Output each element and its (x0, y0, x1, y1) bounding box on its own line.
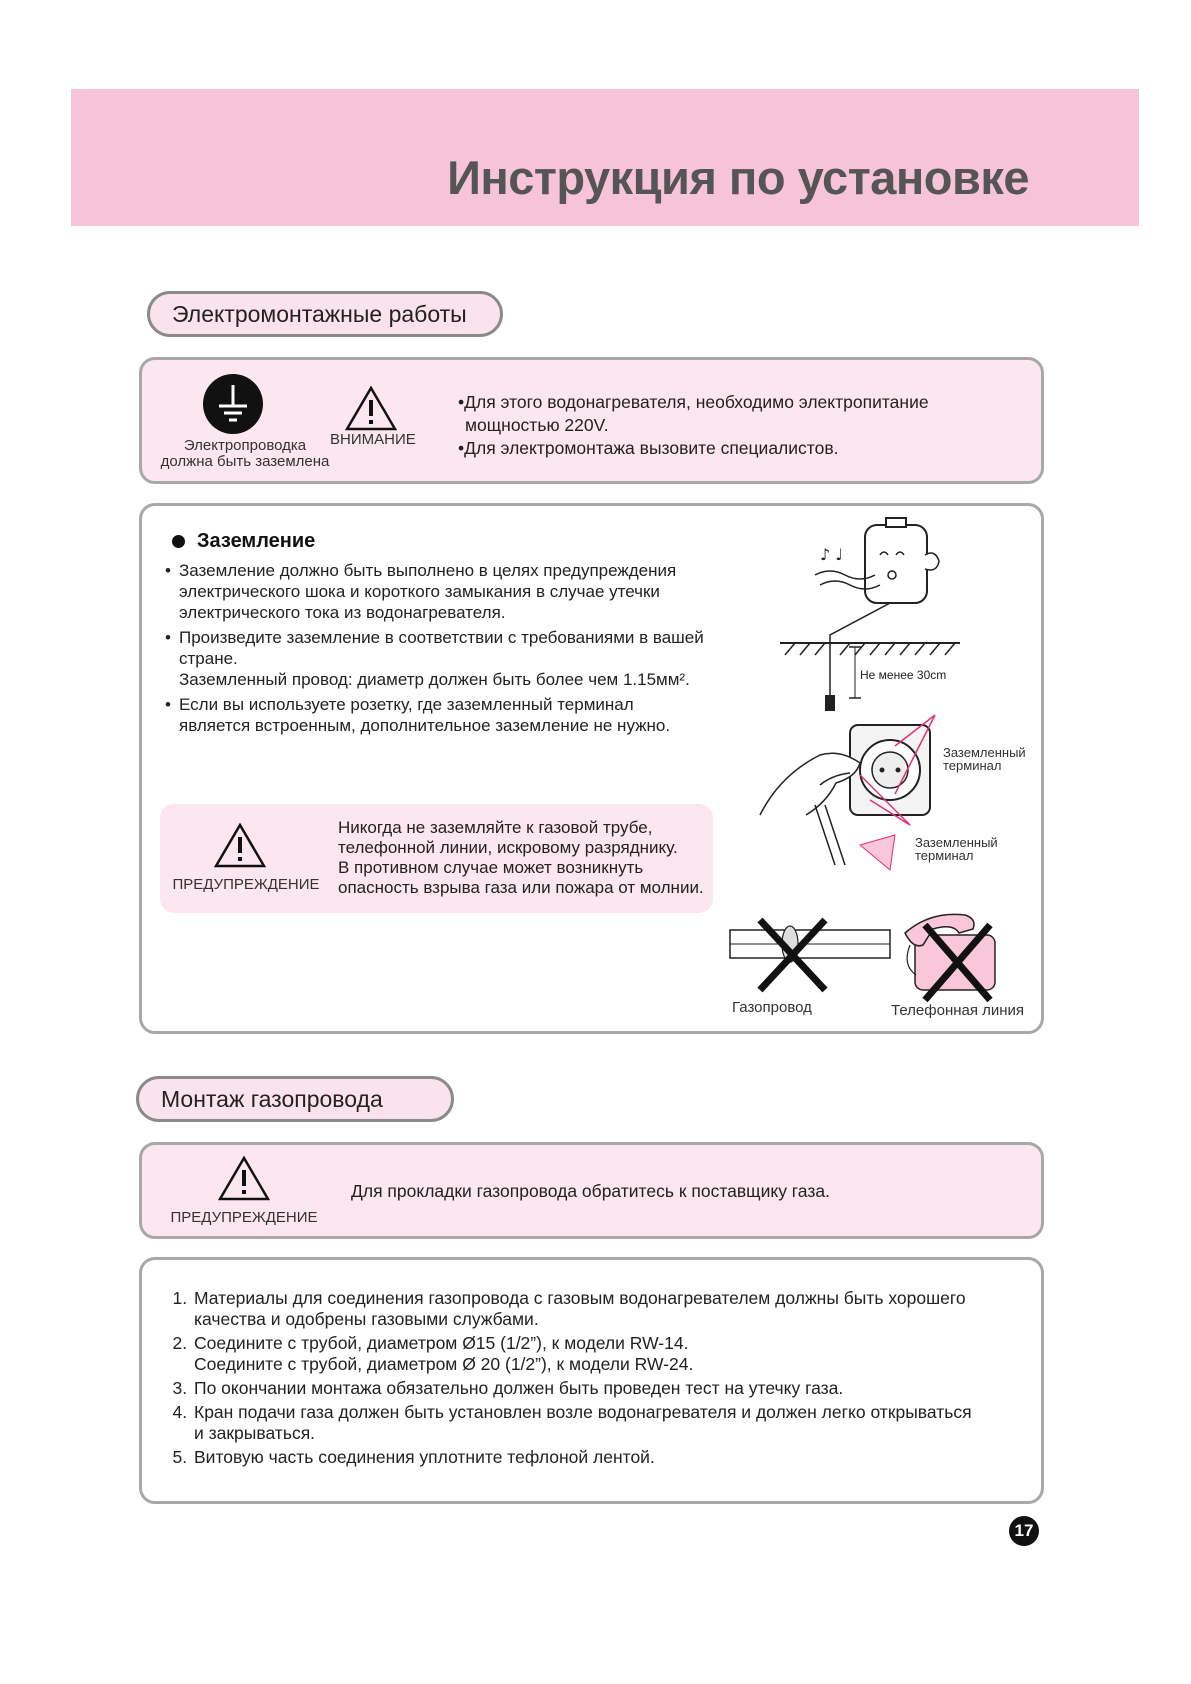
section-title-electrical (147, 291, 503, 337)
gas-warning-icon (218, 1155, 270, 1201)
caution-label: ВНИМАНИЕ (330, 431, 416, 448)
warning-line-1: Никогда не заземляйте к газовой трубе, (338, 818, 653, 837)
warning-line-2: телефонной линии, искровому разряднику. (338, 838, 678, 857)
gas-steps-list (170, 1288, 1052, 1471)
terminal-label-1 (943, 746, 1026, 772)
water-heater-illustration (815, 518, 939, 603)
gas-warning-text: Для прокладки газопровода обратитесь к поставщику газа. (351, 1181, 830, 1201)
electrical-note-2: •Для электромонтажа вызовите специалистов. (458, 438, 839, 458)
telephone-crossed-illustration (905, 914, 995, 1000)
gas-step-1: 1. Материалы для соединения газопровода с газовым водонагревателем должны быть хорошего качества и одобрены газовыми службами. (192, 1288, 1052, 1330)
svg-text:♪ ♩: ♪ ♩ (820, 545, 843, 564)
depth-label: Не менее 30cm (860, 668, 947, 682)
electrical-notes (458, 391, 1018, 460)
ground-caption (150, 438, 340, 470)
socket-illustration (760, 715, 935, 870)
section-title-gas-text: Монтаж газопровода (161, 1085, 383, 1112)
gas-pipe-label: Газопровод (732, 999, 812, 1016)
heading-bullet-icon (172, 535, 185, 548)
terminal-label-1a: Заземленный (943, 745, 1026, 760)
section-title-electrical-text: Электромонтажные работы (172, 300, 467, 327)
grounding-heading-text: Заземление (197, 530, 316, 552)
phone-line-label: Телефонная линия (891, 1002, 1025, 1019)
section-title-gas (136, 1076, 454, 1122)
gas-step-3: 3. По окончании монтажа обязательно должен быть проведен тест на утечку газа. (192, 1378, 1052, 1399)
ground-icon (202, 373, 264, 435)
grounding-warning-label: ПРЕДУПРЕЖДЕНИЕ (172, 876, 320, 893)
warning-icon (214, 822, 266, 868)
grounding-warning-text (338, 818, 710, 898)
gas-step-5: 5. Витовую часть соединения уплотните тефлоной лентой. (192, 1447, 1052, 1468)
grounding-bullets (163, 560, 708, 736)
terminal-label-2b: терминал (915, 848, 974, 863)
grounding-bullet-2: • Произведите заземление в соответствии с требованиями в вашей стране. Заземленный провод: диаметр должен быть более чем 1.15мм². (163, 627, 708, 690)
terminal-label-2 (915, 836, 998, 862)
ground-caption-line1: Электропроводка (183, 437, 307, 454)
page-number: 17 (1009, 1516, 1039, 1546)
gas-pipe-crossed-illustration (730, 920, 890, 990)
terminal-label-2a: Заземленный (915, 835, 998, 850)
gas-warning-label: ПРЕДУПРЕЖДЕНИЕ (170, 1209, 318, 1226)
electrical-note-1: •Для этого водонагревателя, необходимо электропитание (458, 392, 929, 412)
warning-line-4: опасность взрыва газа или пожара от молнии. (338, 878, 704, 897)
gas-step-2: 2. Соедините с трубой, диаметром Ø15 (1/2”), к модели RW-14. Соедините с трубой, диаметром Ø 20 (1/2”), к модели RW-24. (192, 1333, 1052, 1375)
ground-wire-illustration (780, 603, 960, 711)
ground-caption-line2: должна быть заземлена (160, 453, 330, 470)
terminal-label-1b: терминал (943, 758, 1002, 773)
gas-step-4: 4. Кран подачи газа должен быть установлен возле водонагревателя и должен легко открываться и закрываться. (192, 1402, 1052, 1444)
grounding-heading (172, 530, 315, 553)
electrical-note-1b: мощностью 220V. (465, 415, 609, 435)
page-title: Инструкция по установке (447, 151, 1029, 204)
grounding-bullet-1: • Заземление должно быть выполнено в целях предупреждения электрического шока и короткого замыкания в случае утечки электрического тока из водонагревателя. (163, 560, 708, 623)
warning-line-3: В противном случае может возникнуть (338, 858, 644, 877)
grounding-bullet-3: • Если вы используете розетку, где заземленный терминал является встроенным, дополнительное заземление не нужно. (163, 694, 708, 736)
caution-icon (345, 385, 397, 431)
